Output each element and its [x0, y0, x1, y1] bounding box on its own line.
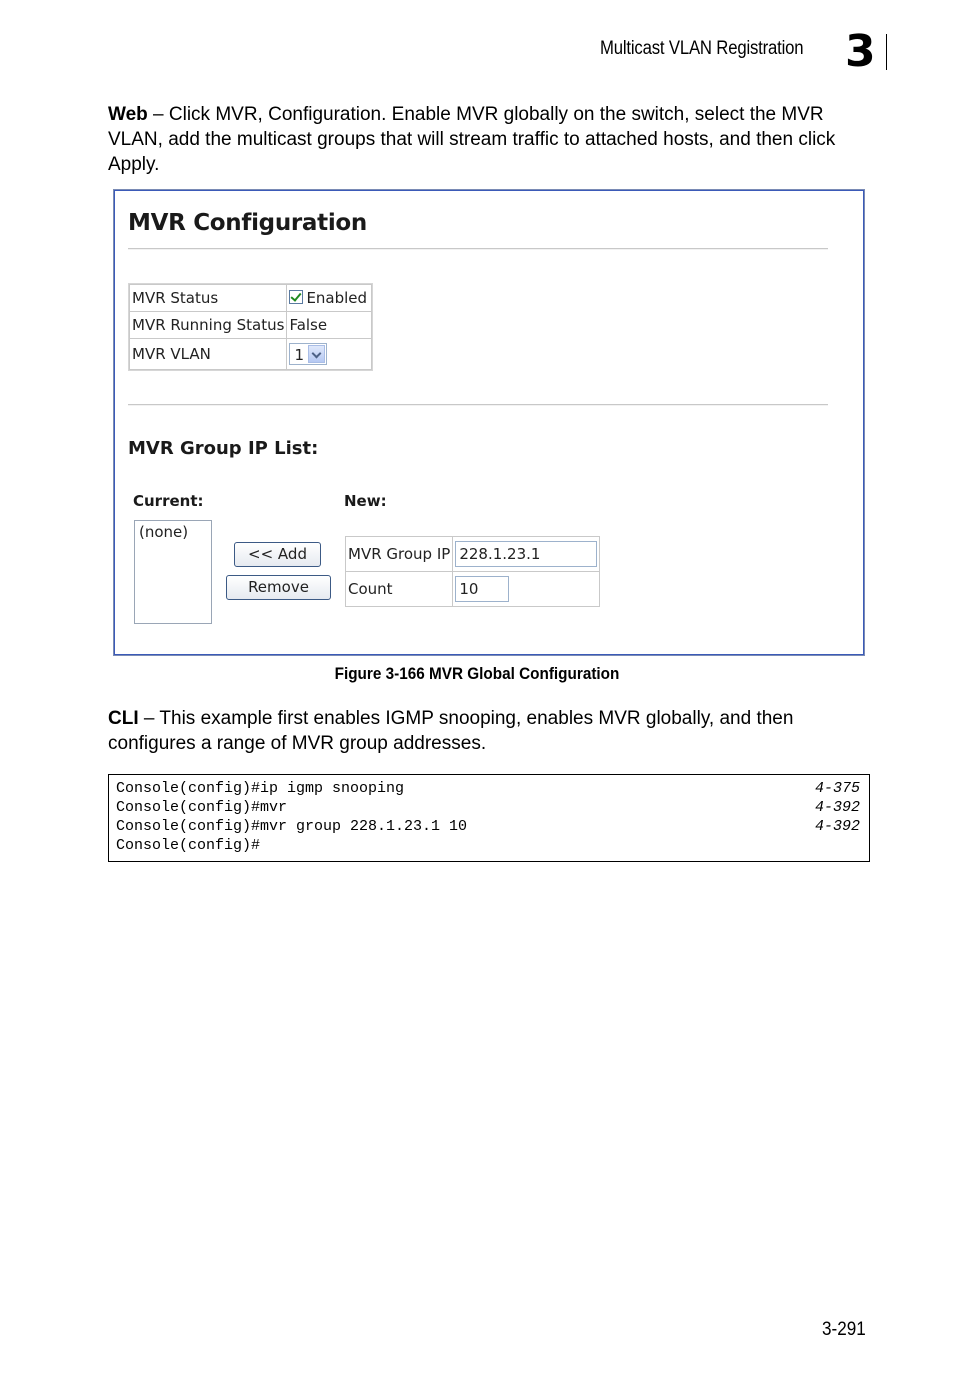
- chapter-number: 3: [845, 26, 876, 77]
- title-divider: [128, 248, 828, 250]
- remove-button[interactable]: Remove: [226, 575, 331, 600]
- screen-title: MVR Configuration: [128, 210, 368, 236]
- mvr-vlan-select[interactable]: [289, 343, 327, 365]
- chapter-divider: [886, 34, 887, 70]
- mvr-vlan-cell: [287, 339, 372, 370]
- current-label: Current:: [133, 492, 204, 510]
- current-groups-list[interactable]: [134, 520, 212, 624]
- cli-lead: CLI: [108, 708, 139, 729]
- cli-text: – This example first enables IGMP snooping, enables MVR globally, and then configures a range of MVR group addresses.: [108, 708, 794, 754]
- group-ip-input[interactable]: 228.1.23.1: [455, 541, 597, 567]
- row-group-ip: [346, 537, 600, 572]
- figure-caption: Figure 3-166 MVR Global Configuration: [334, 664, 620, 683]
- count-cell: [453, 572, 600, 607]
- group-list-title: MVR Group IP List:: [128, 438, 319, 459]
- running-status-value: False: [287, 312, 372, 339]
- chevron-down-icon[interactable]: [308, 345, 325, 363]
- row-mvr-status: [130, 285, 372, 312]
- mvr-status-value: Enabled: [306, 289, 368, 307]
- code-reference: 4-375: [814, 780, 860, 797]
- group-ip-label: MVR Group IP: [346, 537, 453, 572]
- web-instructions: [108, 102, 868, 177]
- code-line: Console(config)#mvr: [116, 799, 288, 816]
- code-line: Console(config)#mvr group 228.1.23.1 10: [116, 818, 468, 835]
- page-number: 3-291: [822, 1319, 866, 1340]
- code-line: Console(config)#ip igmp snooping: [116, 780, 405, 797]
- row-mvr-vlan: [130, 339, 372, 370]
- row-count: [346, 572, 600, 607]
- section-title: Multicast VLAN Registration: [600, 38, 804, 59]
- code-reference: 4-392: [814, 799, 860, 816]
- web-text: – Click MVR, Configuration. Enable MVR globally on the switch, select the MVR VLAN, add the multicast groups that will stream traffic to attached hosts, and then click Apply.: [108, 104, 836, 175]
- list-item[interactable]: (none): [139, 523, 189, 541]
- count-label: Count: [346, 572, 453, 607]
- cli-instructions: [108, 706, 868, 756]
- cli-code-block: [108, 774, 870, 862]
- code-line: Console(config)#: [116, 837, 261, 854]
- mvr-status-label: MVR Status: [130, 285, 287, 312]
- section-divider: [128, 404, 828, 406]
- row-running-status: [130, 312, 372, 339]
- new-label: New:: [344, 492, 387, 510]
- new-group-table: [345, 536, 600, 607]
- mvr-status-cell: [287, 285, 372, 312]
- mvr-settings-table: [129, 284, 372, 370]
- mvr-vlan-label: MVR VLAN: [130, 339, 287, 370]
- mvr-vlan-value: 1: [294, 346, 304, 364]
- mvr-configuration-screenshot: [113, 189, 865, 656]
- web-lead: Web: [108, 104, 148, 125]
- group-ip-cell: [453, 537, 600, 572]
- add-button[interactable]: << Add: [234, 542, 321, 567]
- mvr-status-checkbox[interactable]: [289, 290, 303, 304]
- running-status-label: MVR Running Status: [130, 312, 287, 339]
- code-reference: 4-392: [814, 818, 860, 835]
- count-input[interactable]: 10: [455, 576, 509, 602]
